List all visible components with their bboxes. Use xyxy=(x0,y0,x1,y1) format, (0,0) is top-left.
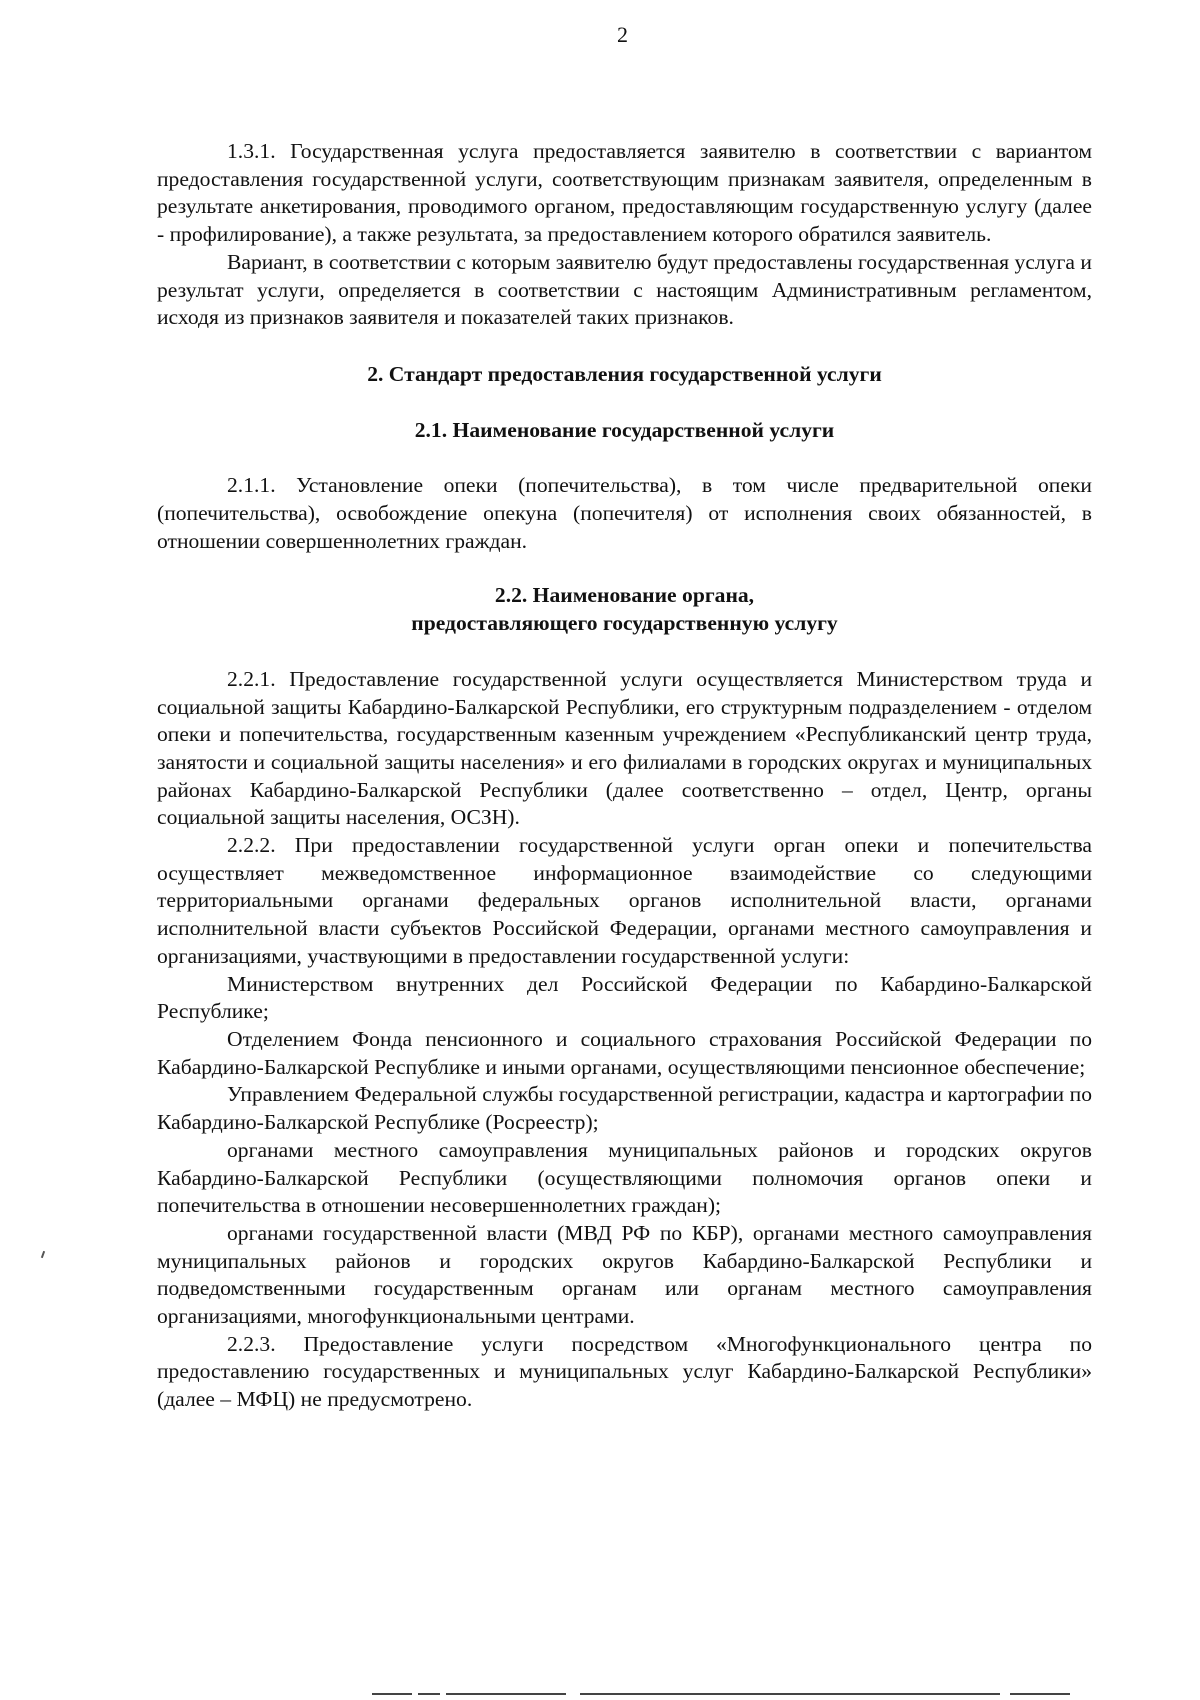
paragraph-2-2-1: 2.2.1. Предоставление государственной услуги осуществляется Министерством труда и социальной защиты Кабардино-Балкарской Республики, его структурным подразделением - отделом опеки и попечительства, государственным казенным учреждением «Республиканский центр труда, занятости и социальной защиты населения» и его филиалами в городских округах и муниципальных районах Кабардино-Балкарской Республики (далее соответственно – отдел, Центр, органы социальной защиты населения, ОСЗН). xyxy=(157,666,1092,830)
scan-artifact-mark xyxy=(41,1251,45,1258)
footer-rule xyxy=(446,1693,566,1695)
section-heading-2-2-line-1: 2.2. Наименование органа, xyxy=(494,583,755,608)
section-heading-2-2-line-2: предоставляющего государственную услугу xyxy=(411,611,838,636)
list-item-rosreestr: Управлением Федеральной службы государственной регистрации, кадастра и картографии по Кабардино-Балкарской Республике (Росреестр); xyxy=(157,1082,1092,1135)
list-item-state-authorities: органами государственной власти (МВД РФ по КБР), органами местного самоуправления муниципальных районов и городских округов Кабардино-Балкарской Республики и подведомственными государственным органам или органам местного самоуправления организациями, многофункциональными центрами. xyxy=(157,1220,1092,1329)
document-body xyxy=(157,138,1092,1414)
paragraph-2-2-3: 2.2.3. Предоставление услуги посредством «Многофункционального центра по предоставлению государственных и муниципальных услуг Кабардино-Балкарской Республики» (далее – МФЦ) не предусмотрено. xyxy=(157,1331,1092,1412)
list-item-mvd: Министерством внутренних дел Российской Федерации по Кабардино-Балкарской Республике; xyxy=(157,971,1092,1024)
footer-rule xyxy=(418,1693,440,1695)
paragraph-variant: Вариант, в соответствии с которым заявителю будут предоставлены государственная услуга и результат услуги, определяется в соответствии с настоящим Административным регламентом, исходя из признаков заявителя и показателей таких признаков. xyxy=(157,249,1092,330)
spacer xyxy=(157,332,1092,361)
paragraph-1-3-1: 1.3.1. Государственная услуга предоставляется заявителю в соответствии с вариантом предоставления государственной услуги, соответствующим признакам заявителя, определенным в результате анкетирования, проводимого органом, предоставляющим государственную услугу (далее - профилирование), а также результата, за предоставлением которого обратился заявитель. xyxy=(157,139,1092,247)
section-heading-2: 2. Стандарт предоставления государственной услуги xyxy=(367,361,882,386)
spacer xyxy=(157,555,1092,582)
spacer xyxy=(157,389,1092,417)
footer-rule xyxy=(1010,1693,1070,1695)
footer-rule xyxy=(580,1693,1000,1695)
list-item-pension-fund: Отделением Фонда пенсионного и социального страхования Российской Федерации по Кабардино-Балкарской Республике и иными органами, осуществляющими пенсионное обеспечение; xyxy=(157,1026,1092,1079)
list-item-local-government: органами местного самоуправления муниципальных районов и городских округов Кабардино-Балкарской Республики (осуществляющими полномочия органов опеки и попечительства в отношении несовершеннолетних граждан); xyxy=(157,1137,1092,1218)
paragraph-2-1-1: 2.1.1. Установление опеки (попечительства), в том числе предварительной опеки (попечительства), освобождение опекуна (попечителя) от исполнения своих обязанностей, в отношении совершеннолетних граждан. xyxy=(157,473,1092,553)
spacer xyxy=(157,444,1092,472)
spacer xyxy=(157,638,1092,666)
page-number: 2 xyxy=(617,22,628,47)
footer-rule xyxy=(372,1693,412,1695)
section-heading-2-1: 2.1. Наименование государственной услуги xyxy=(414,417,835,442)
paragraph-2-2-2: 2.2.2. При предоставлении государственной услуги орган опеки и попечительства осуществляет межведомственное информационное взаимодействие со следующими территориальными органами федеральных органов исполнительной власти, органами исполнительной власти субъектов Российской Федерации, органами местного самоуправления и организациями, участвующими в предоставлении государственной услуги: xyxy=(157,833,1092,968)
